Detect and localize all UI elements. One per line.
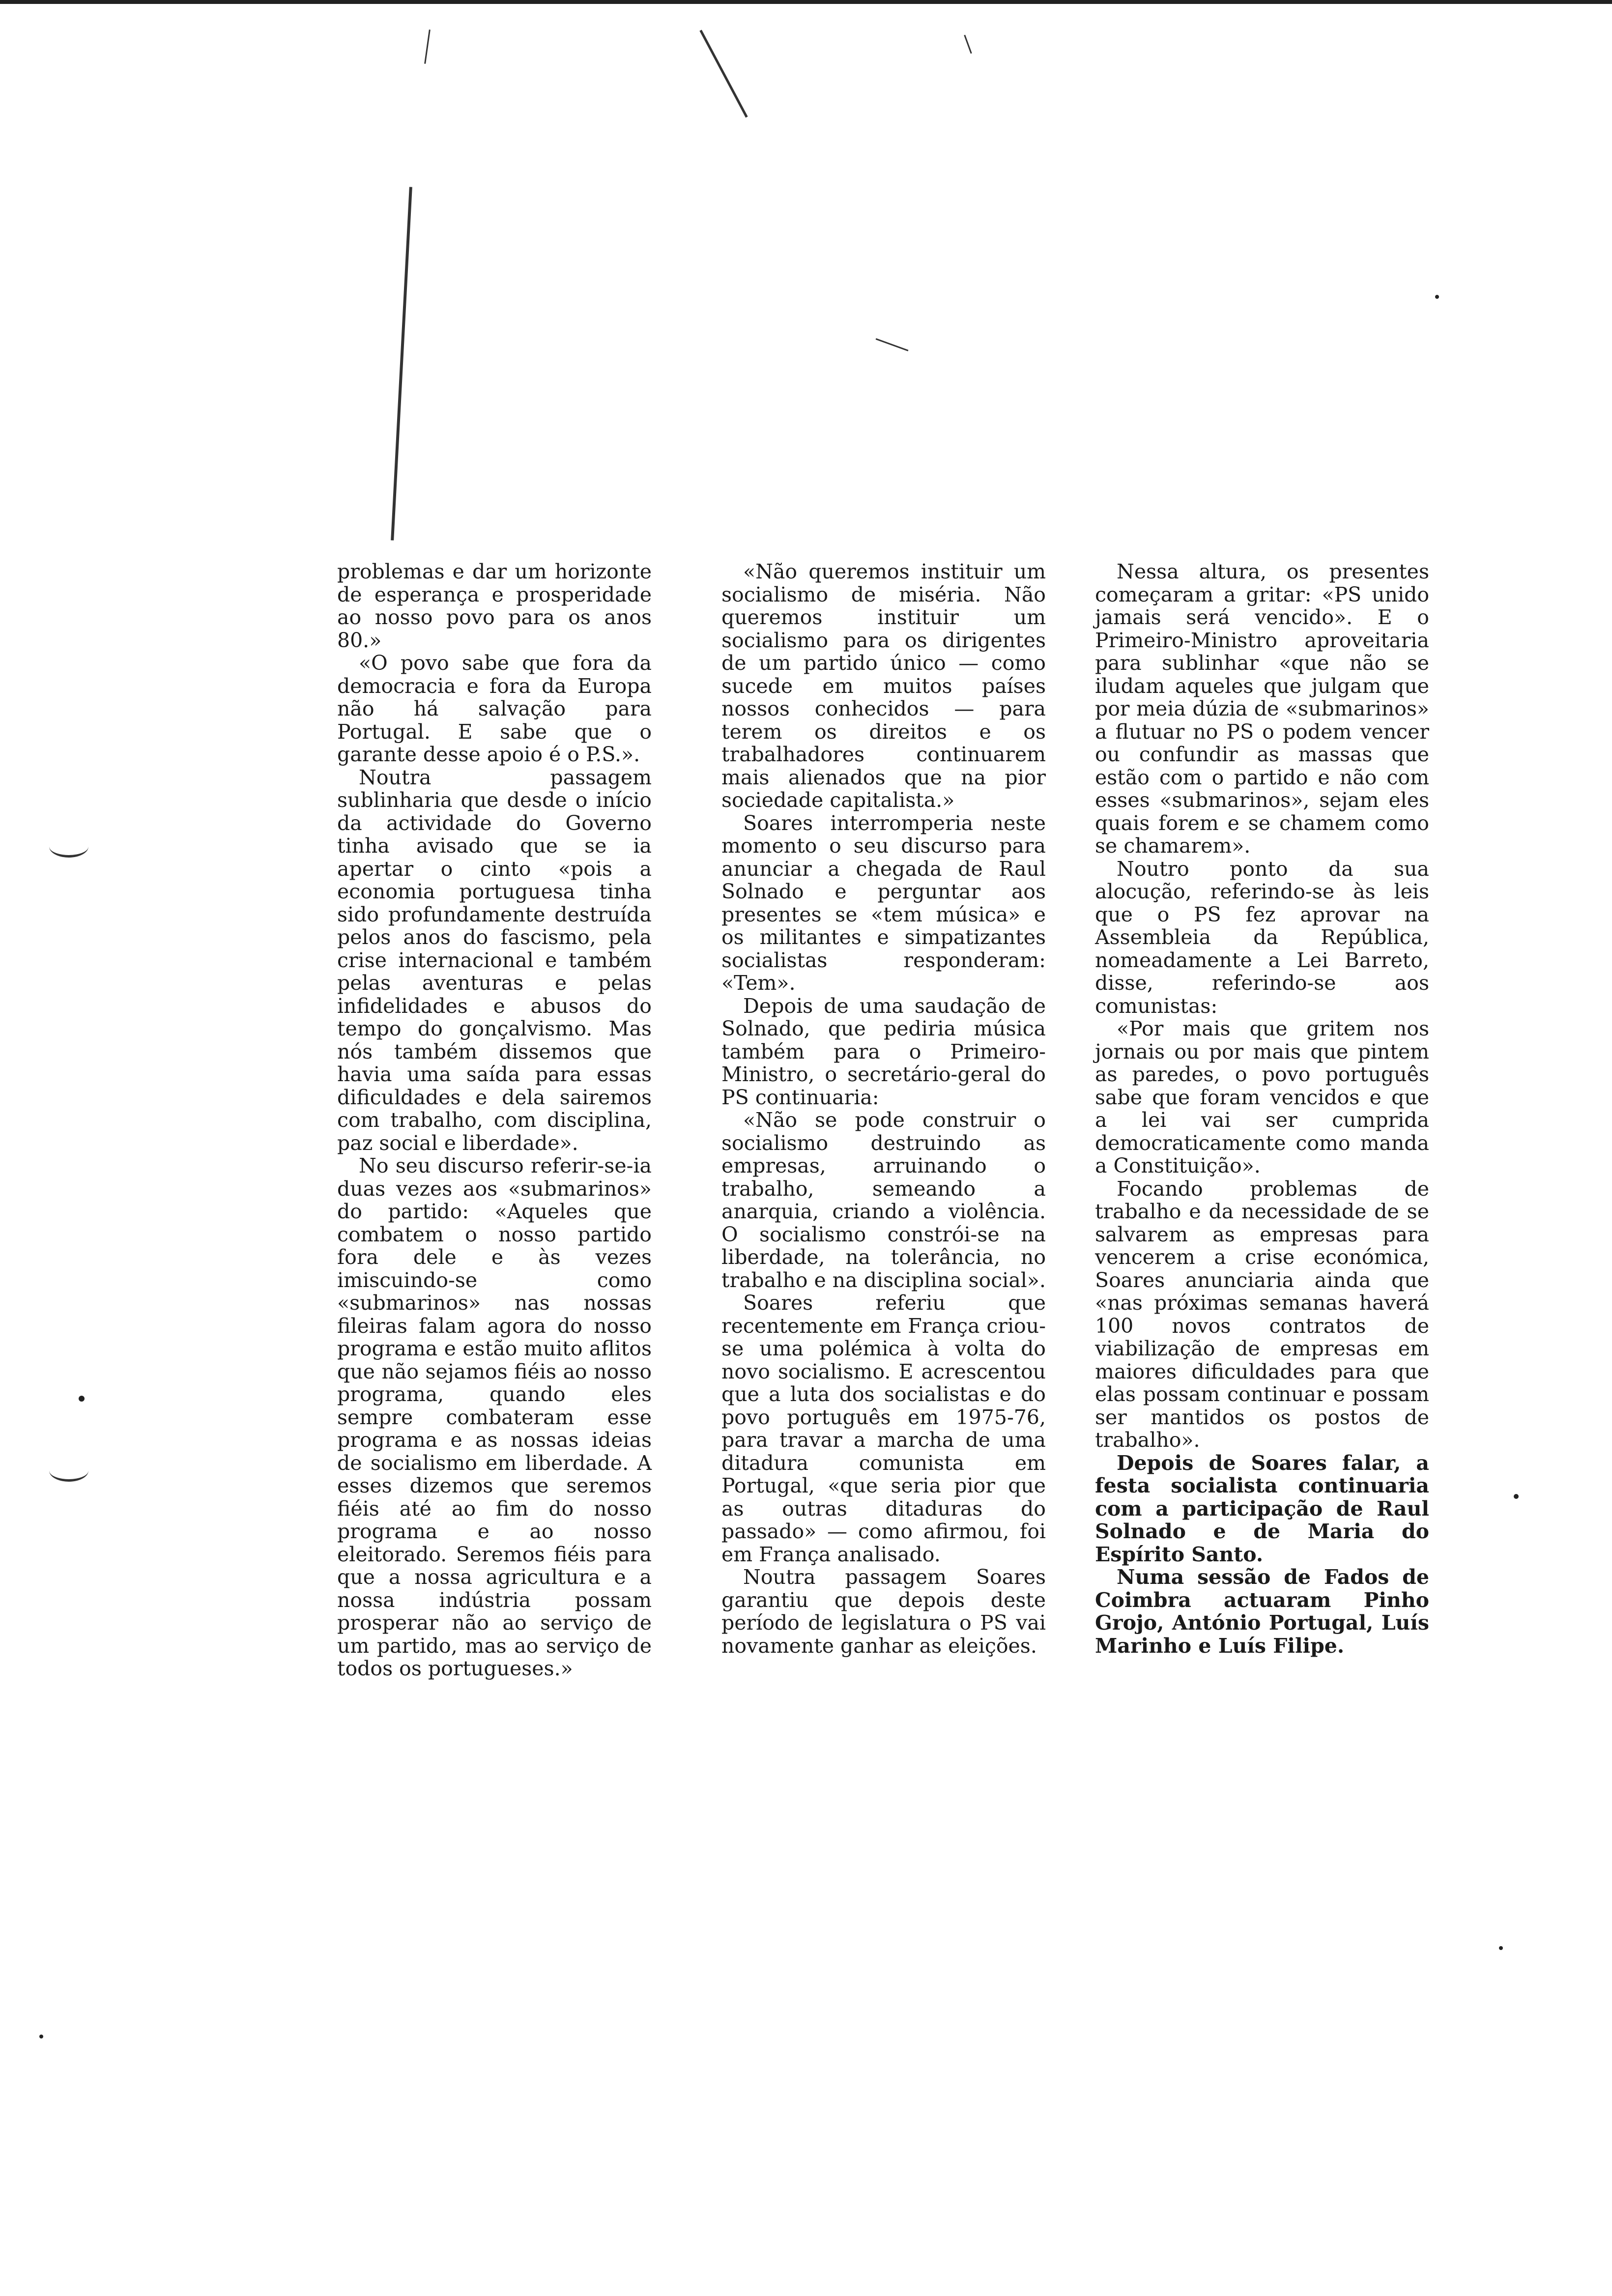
scan-top-border (0, 0, 1612, 4)
paragraph: Soares interromperia neste momento o seu discurso para anunciar a chegada de Raul Solnado e perguntar aos presentes se «tem música» e os militantes e simpatizantes socialistas responderam: «Tem». (721, 811, 1046, 995)
paragraph: No seu discurso referir-se-ia duas vezes aos «submarinos» do partido: «Aqueles que combatem o nosso partido fora dele e às vezes imiscuindo-se como «submarinos» nas nossas fileiras falam agora do nosso programa e estão muito aflitos que não sejamos fiéis ao nosso programa, quando eles sempre combateram esse programa e as nossas ideias de socialismo em liberdade. A esses dizemos que seremos fiéis até ao fim do nosso programa e ao nosso eleitorado. Seremos fiéis para que a nossa agricultura e a nossa indústria possam prosperar não ao serviço de um partido, mas ao serviço de todos os portugueses.» (337, 1154, 652, 1680)
paragraph: Noutra passagem sublinharia que desde o início da actividade do Governo tinha avisado que se ia apertar o cinto «pois a economia portuguesa tinha sido profundamente destruída pelos anos do fascismo, pela crise internacional e também pelas aventuras e pelas infidelidades e abusos do tempo do gonçalvismo. Mas nós também dissemos que havia uma saída para essas dificuldades e dela sairemos com trabalho, com disciplina, paz social e liberdade». (337, 765, 652, 1155)
paragraph: Depois de uma saudação de Solnado, que pediria música também para o Primeiro-Ministro, o secretário-geral do PS continuaria: (721, 994, 1046, 1109)
paragraph: Noutra passagem Soares garantiu que depois deste período de legislatura o PS vai novamente ganhar as eleições. (721, 1565, 1046, 1658)
paragraph: «O povo sabe que fora da democracia e fora da Europa não há salvação para Portugal. E sabe que o garante desse apoio é o P.S.». (337, 651, 652, 766)
scan-speck (1499, 1946, 1503, 1950)
scan-stroke-mark (424, 29, 431, 64)
paragraph: «Não queremos instituir um socialismo de miséria. Não queremos instituir um socialismo para os dirigentes de um partido único — como sucede em muitos países nossos conhecidos — para terem os direitos e os trabalhadores continuarem mais alienados que na pior sociedade capitalista.» (721, 560, 1046, 812)
article-column-2 (721, 560, 1046, 1657)
paragraph: Nessa altura, os presentes começaram a gritar: «PS unido jamais será vencido». E o Primeiro-Ministro aproveitaria para sublinhar «que não se iludam aqueles que julgam que por meia dúzia de «submarinos» a flutuar no PS o podem vencer ou confundir as massas que estão com o partido e não com esses «submarinos», sejam eles quais forem e se chamem como se chamarem». (1095, 560, 1429, 858)
scan-speck (1514, 1494, 1519, 1499)
scan-stroke-mark (391, 187, 412, 540)
article-column-1 (337, 560, 652, 1680)
scan-stroke-mark (964, 35, 972, 54)
paragraph: problemas e dar um horizonte de esperança e prosperidade ao nosso povo para os anos 80.» (337, 560, 652, 652)
paragraph: Numa sessão de Fados de Coimbra actuaram Pinho Grojo, António Portugal, Luís Marinho e Luís Filipe. (1095, 1565, 1429, 1658)
scan-stroke-mark (699, 30, 748, 118)
paragraph: «Por mais que gritem nos jornais ou por mais que pintem as paredes, o povo português sabe que foram vencidos e que a lei vai ser cumprida democraticamente como manda a Constituição». (1095, 1017, 1429, 1177)
paragraph: «Não se pode construir o socialismo destruindo as empresas, arruinando o trabalho, semeando a anarquia, criando a violência. O socialismo constrói-se na liberdade, na tolerância, no trabalho e na disciplina social». (721, 1108, 1046, 1292)
punch-hole-mark (49, 1460, 88, 1482)
paragraph: Noutro ponto da sua alocução, referindo-se às leis que o PS fez aprovar na Assembleia da República, nomeadamente a Lei Barreto, disse, referindo-se aos comunistas: (1095, 857, 1429, 1018)
scan-stroke-mark (876, 338, 909, 351)
paragraph: Focando problemas de trabalho e da necessidade de se salvarem as empresas para vencerem a crise económica, Soares anunciaria ainda que «nas próximas semanas haverá 100 novos contratos de viabilização de empresas em maiores dificuldades para que elas possam continuar e possam ser mantidos os postos de trabalho». (1095, 1177, 1429, 1452)
scan-speck (1435, 295, 1439, 299)
paragraph: Depois de Soares falar, a festa socialista continuaria com a participação de Raul Solnado e de Maria do Espírito Santo. (1095, 1451, 1429, 1566)
paragraph: Soares referiu que recentemente em França criou-se uma polémica à volta do novo socialismo. E acrescentou que a luta dos socialistas e do povo português em 1975-76, para travar a marcha de uma ditadura comunista em Portugal, «que seria pior que as outras ditaduras do passado» — como afirmou, foi em França analisado. (721, 1291, 1046, 1566)
article-column-3 (1095, 560, 1429, 1657)
scan-speck (39, 2035, 43, 2038)
punch-hole-mark (49, 835, 88, 858)
scan-speck (79, 1396, 85, 1402)
